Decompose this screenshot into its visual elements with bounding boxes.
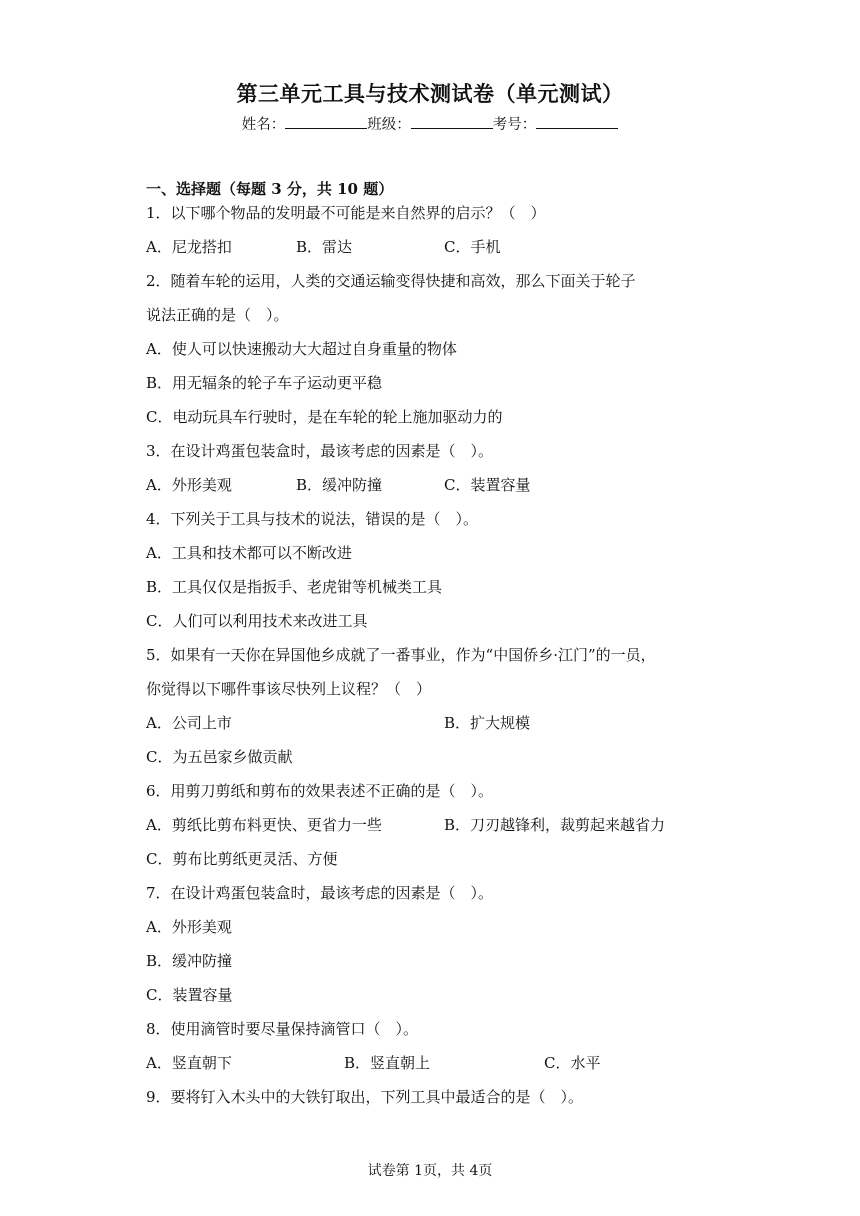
question-1-options — [146, 236, 716, 270]
question-2-line-2: 说法正确的是（ ）。 — [146, 306, 289, 324]
option-b: B．雷达 — [296, 238, 353, 256]
option-b: B．竖直朝上 — [344, 1054, 431, 1072]
question-5-options — [146, 712, 716, 746]
option-a: A．工具和技术都可以不断改进 — [146, 544, 352, 562]
question-7: 7．在设计鸡蛋包装盒时，最该考虑的因素是（ ）。 — [146, 884, 494, 902]
page-title: 第三单元工具与技术测试卷（单元测试） — [236, 81, 624, 106]
question-list — [146, 178, 716, 1120]
name-label: 姓名： — [241, 117, 286, 133]
exam-number-label: 考号： — [492, 117, 537, 133]
option-c: C．人们可以利用技术来改进工具 — [146, 612, 368, 630]
option-c: C．剪布比剪纸更灵活、方便 — [146, 850, 338, 868]
class-blank[interactable] — [411, 113, 493, 129]
student-info-line — [0, 113, 860, 134]
option-b: B．缓冲防撞 — [146, 952, 233, 970]
option-c: C．为五邑家乡做贡献 — [146, 748, 293, 766]
option-a: A．公司上市 — [146, 714, 232, 732]
question-8-options — [146, 1052, 716, 1086]
question-5-line-1: 5．如果有一天你在异国他乡成就了一番事业，作为“中国侨乡·江门”的一员， — [146, 646, 656, 664]
option-a: A．竖直朝下 — [146, 1054, 232, 1072]
option-c: C．装置容量 — [444, 476, 531, 494]
option-b: B．刀刃越锋利，裁剪起来越省力 — [444, 816, 666, 834]
option-c: C．电动玩具车行驶时，是在车轮的轮上施加驱动力的 — [146, 408, 503, 426]
option-c: C．水平 — [544, 1054, 601, 1072]
option-b: B．用无辐条的轮子车子运动更平稳 — [146, 374, 383, 392]
option-a: A．剪纸比剪布料更快、更省力一些 — [146, 816, 382, 834]
question-2-line-1: 2．随着车轮的运用，人类的交通运输变得快捷和高效，那么下面关于轮子 — [146, 272, 636, 290]
question-5-line-2: 你觉得以下哪件事该尽快列上议程？（ ） — [146, 680, 432, 698]
question-6-options — [146, 814, 716, 848]
question-4: 4．下列关于工具与技术的说法，错误的是（ ）。 — [146, 510, 479, 528]
name-blank[interactable] — [285, 113, 367, 129]
page-footer: 试卷第 1页，共 4页 — [367, 1163, 493, 1179]
question-3: 3．在设计鸡蛋包装盒时，最该考虑的因素是（ ）。 — [146, 442, 494, 460]
option-b: B．缓冲防撞 — [296, 476, 383, 494]
class-label: 班级： — [367, 117, 411, 133]
option-c: C．手机 — [444, 238, 501, 256]
option-a: A．使人可以快速搬动大大超过自身重量的物体 — [146, 340, 457, 358]
question-6: 6．用剪刀剪纸和剪布的效果表述不正确的是（ ）。 — [146, 782, 494, 800]
question-3-options — [146, 474, 716, 508]
option-a: A．尼龙搭扣 — [146, 238, 232, 256]
option-b: B．扩大规模 — [444, 714, 531, 732]
option-b: B．工具仅仅是指扳手、老虎钳等机械类工具 — [146, 578, 443, 596]
question-9: 9．要将钉入木头中的大铁钉取出，下列工具中最适合的是（ ）。 — [146, 1088, 584, 1106]
option-a: A．外形美观 — [146, 476, 232, 494]
question-8: 8．使用滴管时要尽量保持滴管口（ ）。 — [146, 1020, 419, 1038]
exam-number-blank[interactable] — [536, 113, 618, 129]
question-1: 1．以下哪个物品的发明最不可能是来自然界的启示？（ ） — [146, 204, 546, 222]
option-c: C．装置容量 — [146, 986, 233, 1004]
section-heading: 一、选择题（每题 3 分，共 10 题） — [146, 180, 394, 198]
option-a: A．外形美观 — [146, 918, 232, 936]
